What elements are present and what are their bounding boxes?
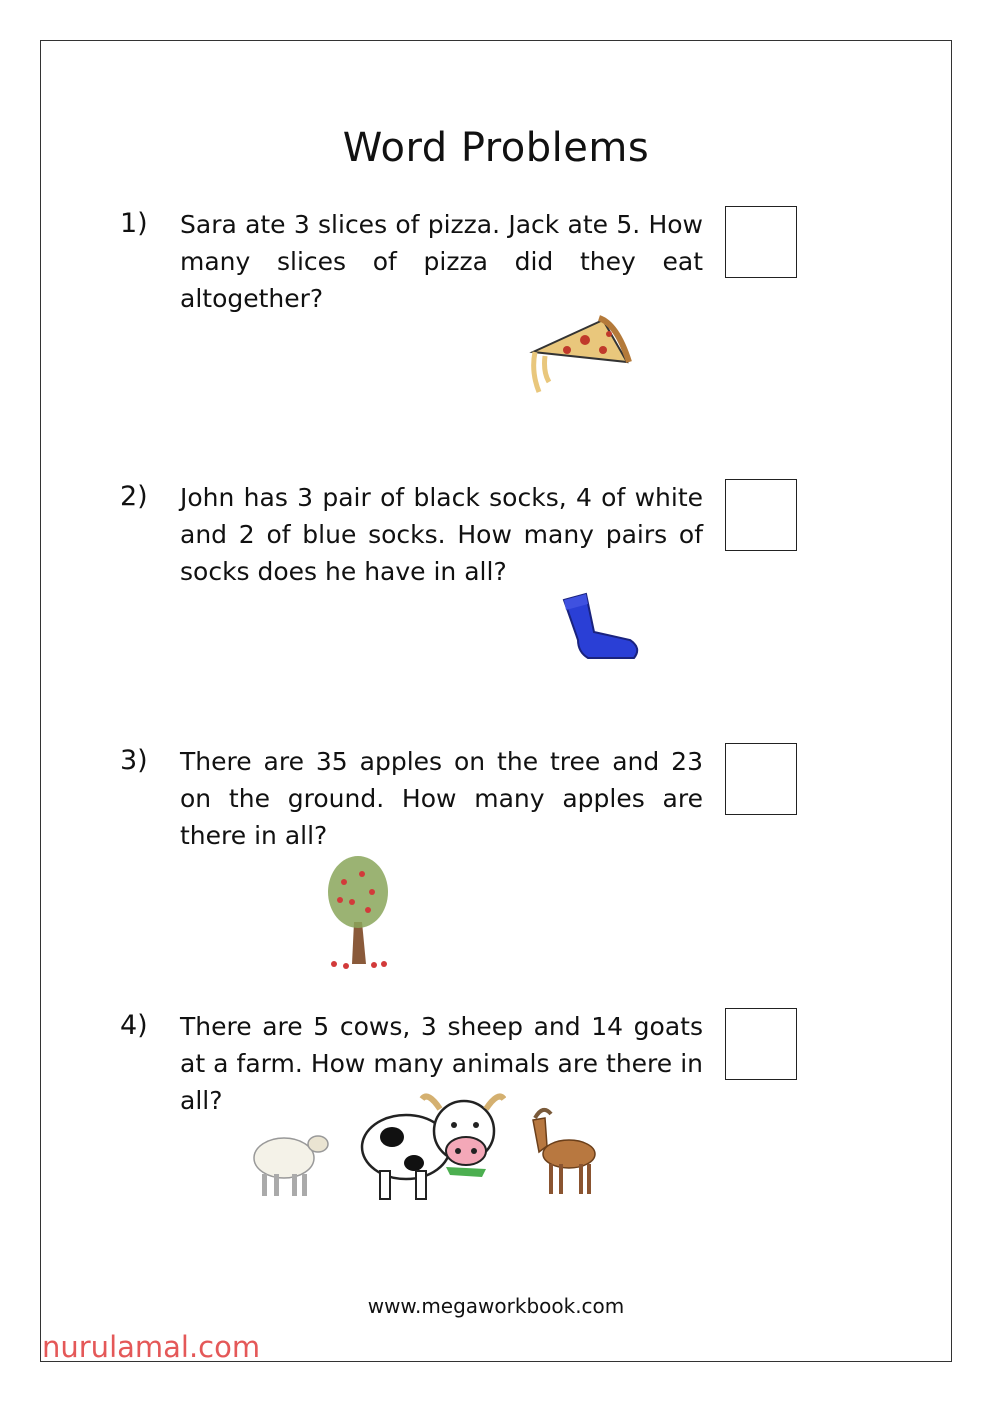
problem-1-text: Sara ate 3 slices of pizza. Jack ate 5. How many slices of pizza did they eat altogether? [180,210,703,313]
problem-4-number: 4) [120,1010,148,1041]
problem-2-text: John has 3 pair of black socks, 4 of white and 2 of blue socks. How many pairs of socks does he have in all? [180,483,703,586]
problem-4-answer-box[interactable] [725,1008,797,1080]
page-title: Word Problems [342,125,650,171]
cow-icon [356,1085,506,1205]
pizza-slice-icon [525,312,635,398]
watermark: nurulamal.com [42,1330,261,1364]
footer-url: www.megaworkbook.com [367,1294,625,1318]
problem-1-number: 1) [120,208,148,239]
sock-icon [560,592,642,664]
problem-3-number: 3) [120,745,148,776]
problem-2-number: 2) [120,481,148,512]
apple-tree-icon [322,852,394,970]
goat-icon [525,1102,607,1198]
problem-3-answer-box[interactable] [725,743,797,815]
problem-3-text: There are 35 apples on the tree and 23 on the ground. How many apples are there in all? [180,747,703,850]
problem-1-answer-box[interactable] [725,206,797,278]
problem-4-text: There are 5 cows, 3 sheep and 14 goats at a farm. How many animals are there in all? [180,1012,703,1115]
sheep-icon [248,1118,330,1198]
problem-2-answer-box[interactable] [725,479,797,551]
